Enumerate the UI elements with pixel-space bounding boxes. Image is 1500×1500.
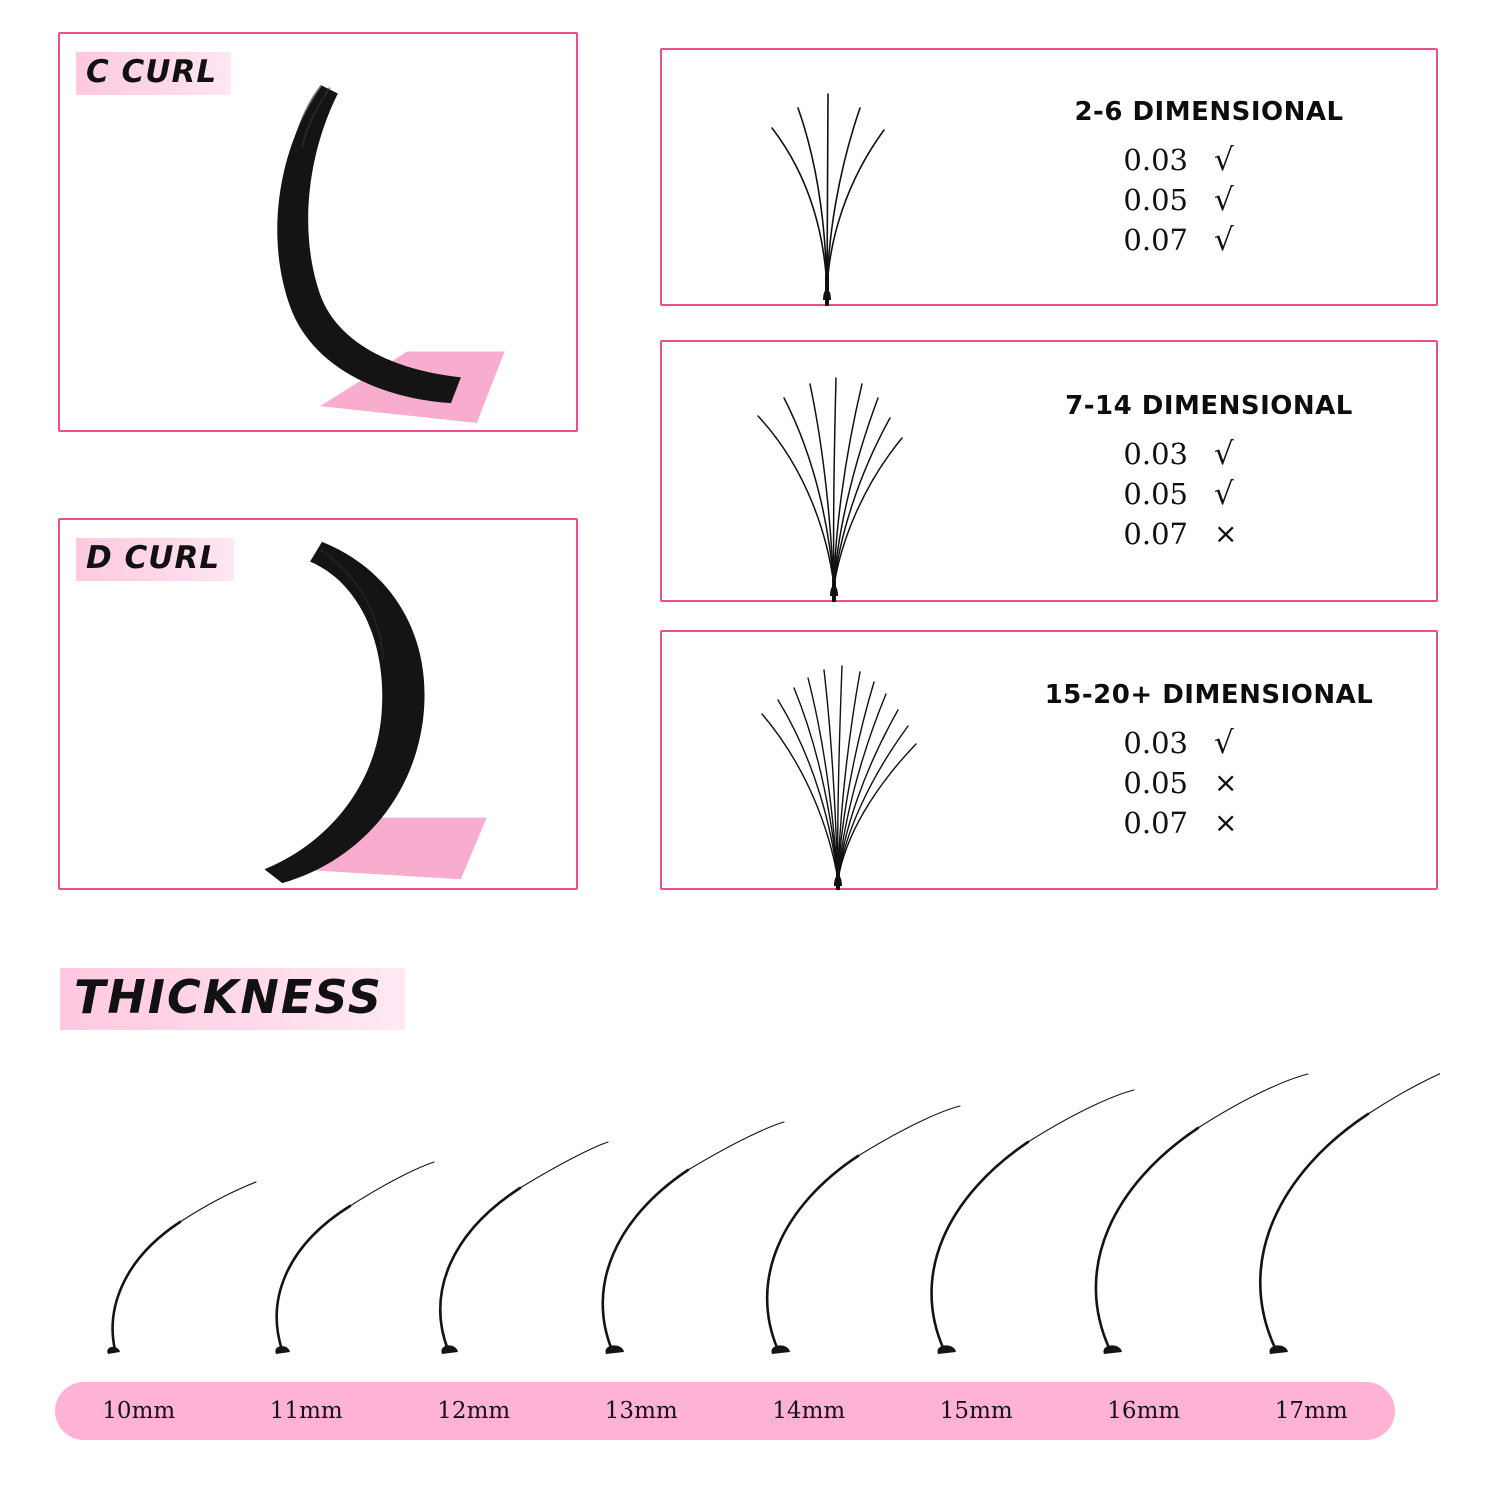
support-mark: √: [1214, 724, 1234, 761]
size-label: 14mm: [772, 1398, 846, 1424]
d-curl-illustration: [60, 520, 576, 889]
size-scale-bar: [55, 1382, 1395, 1440]
thickness-value: 0.07: [1123, 223, 1188, 257]
support-mark: √: [1214, 181, 1234, 218]
table-row: [1104, 726, 1314, 760]
dimension-rows: [1002, 143, 1416, 257]
thickness-value: 0.03: [1123, 726, 1188, 760]
dimension-text-15-20: [992, 680, 1436, 840]
dimension-title: 7-14 DIMENSIONAL: [1065, 391, 1353, 421]
c-curl-panel: [58, 32, 578, 432]
support-mark: ×: [1214, 517, 1238, 550]
dimension-panel-15-20: [660, 630, 1438, 890]
dimension-rows: [1002, 437, 1416, 551]
d-curl-label: D CURL: [76, 538, 234, 581]
fan-illustration-7-14: [662, 342, 992, 600]
dimension-rows: [1002, 726, 1416, 840]
thickness-value: 0.05: [1123, 477, 1188, 511]
support-mark: √: [1214, 221, 1234, 258]
size-label: 13mm: [604, 1398, 678, 1424]
size-label: 17mm: [1274, 1398, 1348, 1424]
table-row: [1104, 806, 1314, 840]
size-label: 12mm: [437, 1398, 511, 1424]
dimension-panel-2-6: [660, 48, 1438, 306]
thickness-value: 0.05: [1123, 183, 1188, 217]
table-row: [1104, 766, 1314, 800]
support-mark: ×: [1214, 766, 1238, 799]
dimension-text-7-14: [992, 391, 1436, 551]
lash-length-illustrations: [60, 1010, 1440, 1370]
table-row: [1104, 517, 1314, 551]
dimension-title: 2-6 DIMENSIONAL: [1074, 97, 1344, 127]
table-row: [1104, 437, 1314, 471]
thickness-title: THICKNESS: [60, 968, 405, 1030]
table-row: [1104, 223, 1314, 257]
c-curl-illustration: [60, 34, 576, 431]
thickness-value: 0.03: [1123, 437, 1188, 471]
c-curl-label: C CURL: [76, 52, 231, 95]
d-curl-panel: [58, 518, 578, 890]
thickness-value: 0.07: [1123, 517, 1188, 551]
dimension-panel-7-14: [660, 340, 1438, 602]
thickness-value: 0.07: [1123, 806, 1188, 840]
table-row: [1104, 183, 1314, 217]
thickness-value: 0.03: [1123, 143, 1188, 177]
dimension-text-2-6: [992, 97, 1436, 257]
size-label: 16mm: [1107, 1398, 1181, 1424]
support-mark: √: [1214, 475, 1234, 512]
support-mark: √: [1214, 141, 1234, 178]
fan-illustration-2-6: [662, 50, 992, 304]
thickness-value: 0.05: [1123, 766, 1188, 800]
support-mark: √: [1214, 435, 1234, 472]
fan-illustration-15-20: [662, 632, 992, 888]
size-label: 15mm: [939, 1398, 1013, 1424]
support-mark: ×: [1214, 806, 1238, 839]
table-row: [1104, 143, 1314, 177]
size-label: 10mm: [102, 1398, 176, 1424]
size-label: 11mm: [269, 1398, 343, 1424]
table-row: [1104, 477, 1314, 511]
dimension-title: 15-20+ DIMENSIONAL: [1044, 680, 1374, 710]
